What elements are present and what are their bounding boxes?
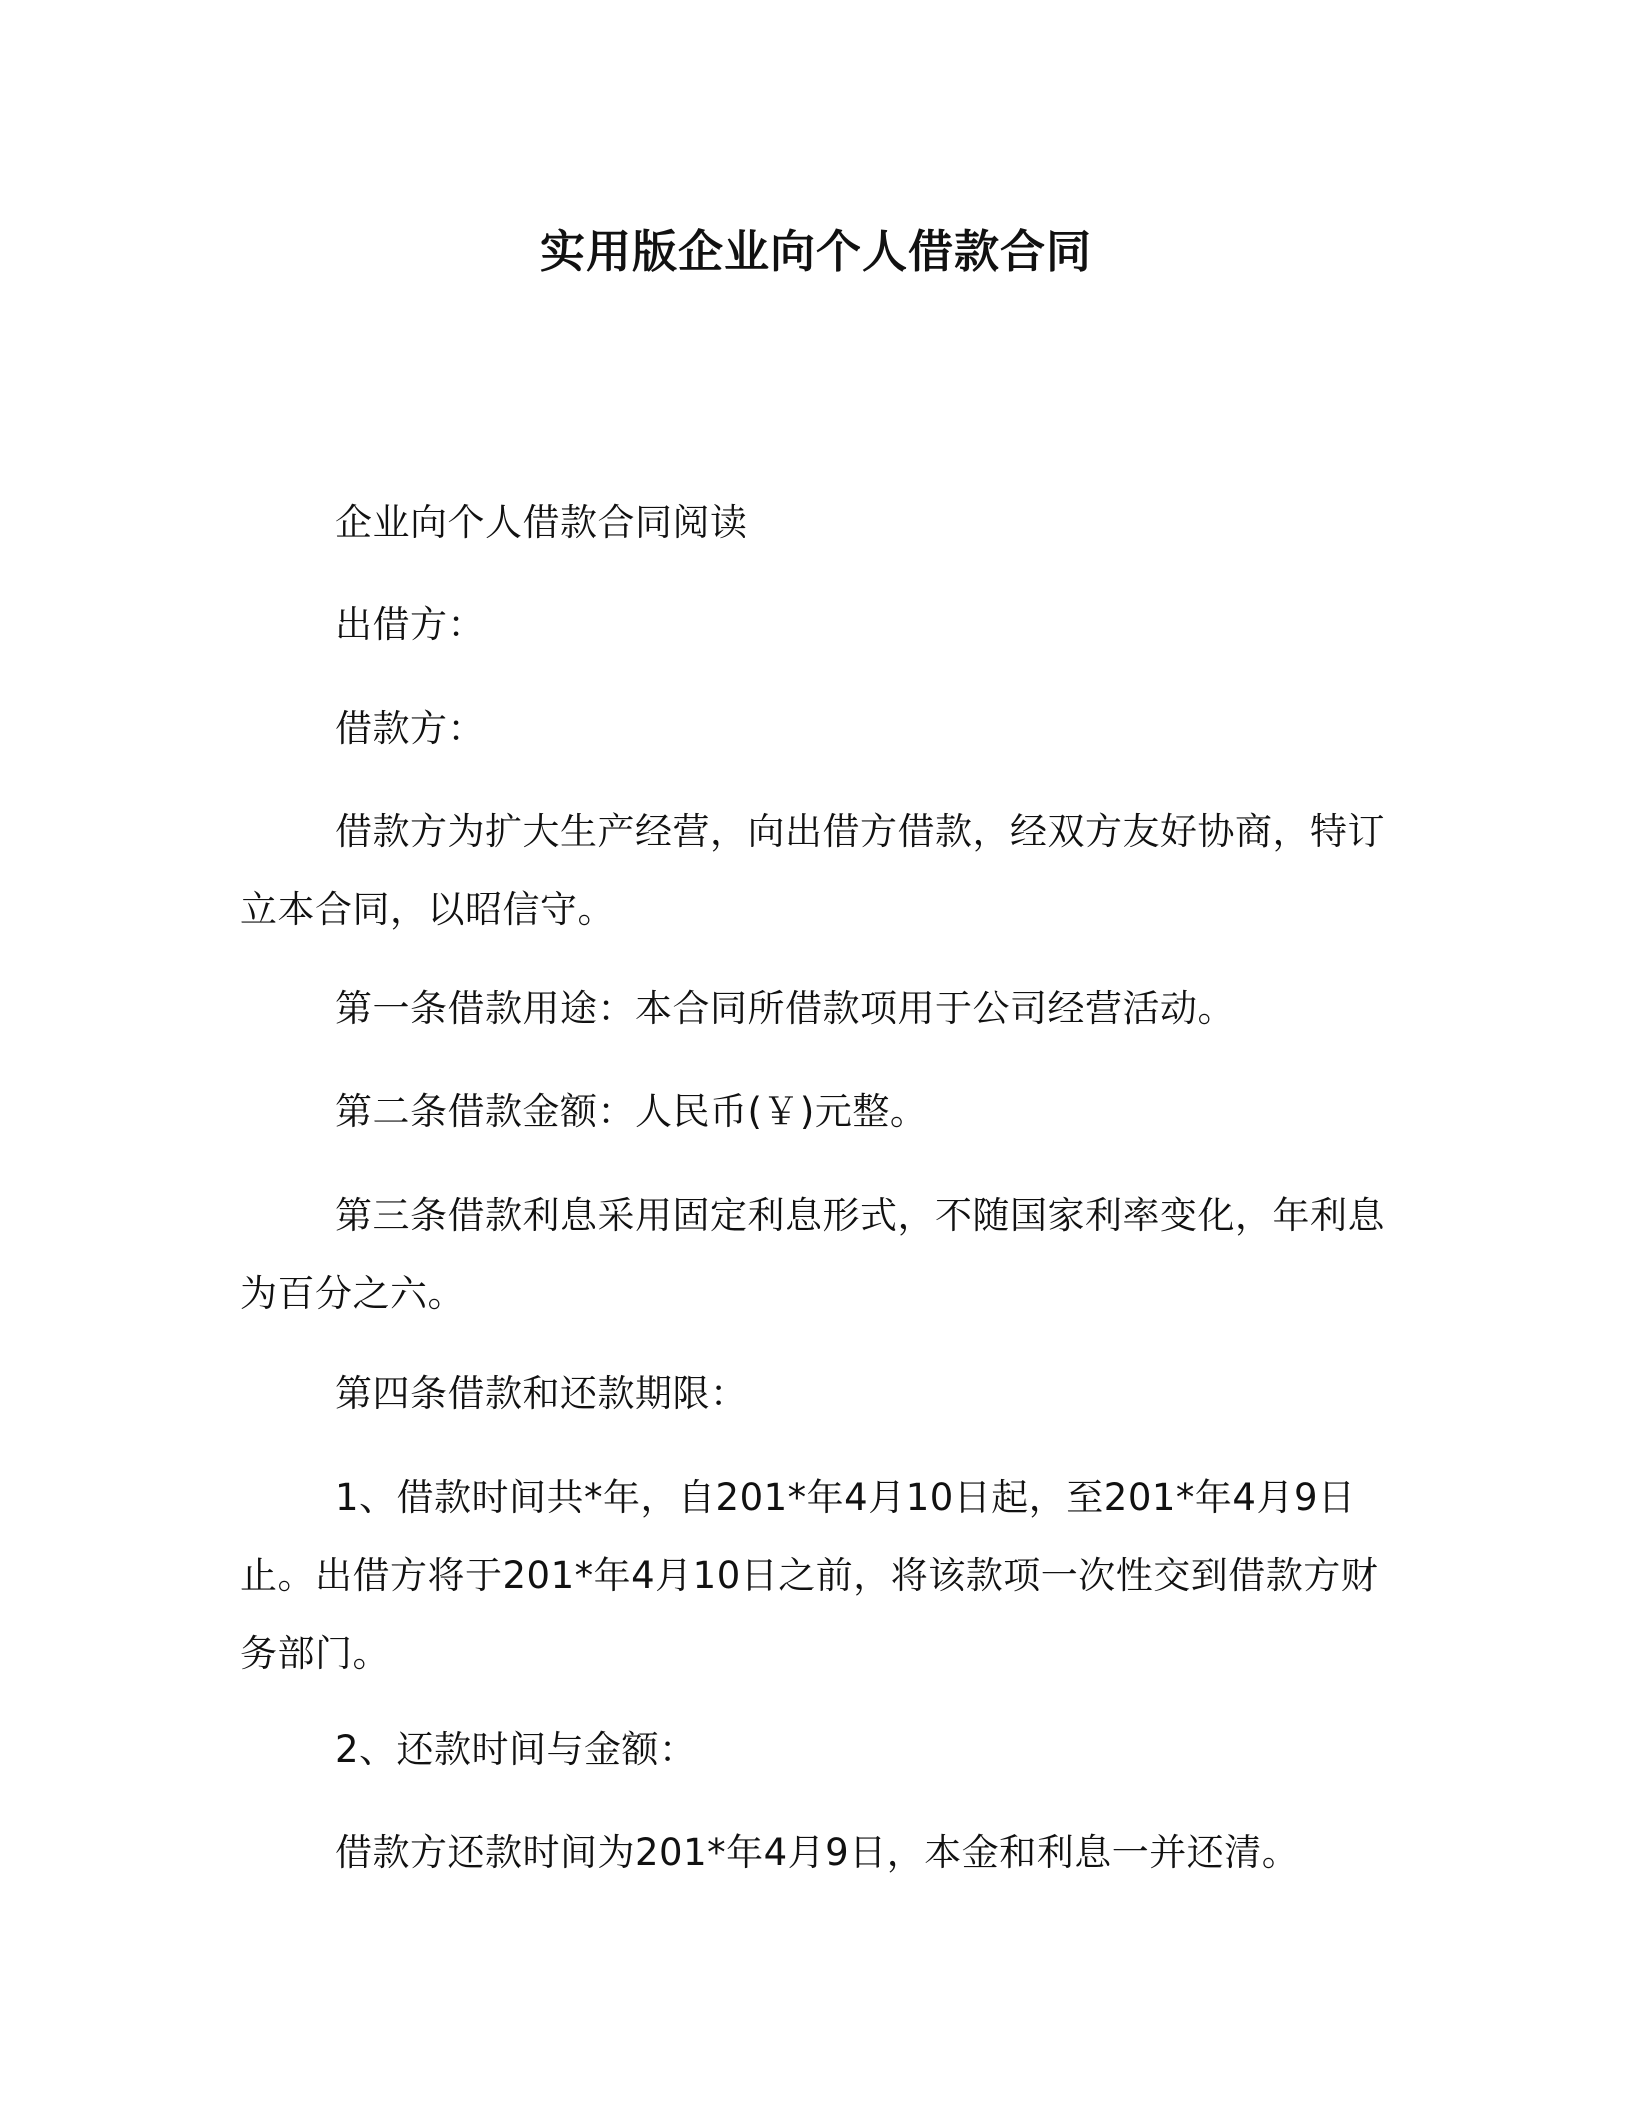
paragraph-term-1: 1、借款时间共*年，自201*年4月10日起，至201*年4月9日止。出借方将于201*年4月10日之前，将该款项一次性交到借款方财务部门。 bbox=[240, 1476, 1379, 1675]
paragraph-reading-heading: 企业向个人借款合同阅读 bbox=[335, 501, 748, 544]
paragraph-article-2: 第二条借款金额：人民币(￥)元整。 bbox=[335, 1090, 928, 1133]
paragraph-term-2: 2、还款时间与金额： bbox=[335, 1728, 697, 1771]
paragraph-article-3: 第三条借款利息采用固定利息形式，不随国家利率变化，年利息为百分之六。 bbox=[240, 1194, 1385, 1315]
document-title: 实用版企业向个人借款合同 bbox=[539, 225, 1092, 278]
paragraph-preamble: 借款方为扩大生产经营，向出借方借款，经双方友好协商，特订立本合同，以昭信守。 bbox=[240, 810, 1385, 931]
paragraph-article-1: 第一条借款用途：本合同所借款项用于公司经营活动。 bbox=[335, 987, 1235, 1030]
paragraph-borrower: 借款方： bbox=[335, 707, 485, 750]
paragraph-article-4: 第四条借款和还款期限： bbox=[335, 1372, 748, 1415]
paragraph-repayment: 借款方还款时间为201*年4月9日，本金和利息一并还清。 bbox=[335, 1831, 1300, 1874]
paragraph-lender: 出借方： bbox=[335, 603, 485, 646]
